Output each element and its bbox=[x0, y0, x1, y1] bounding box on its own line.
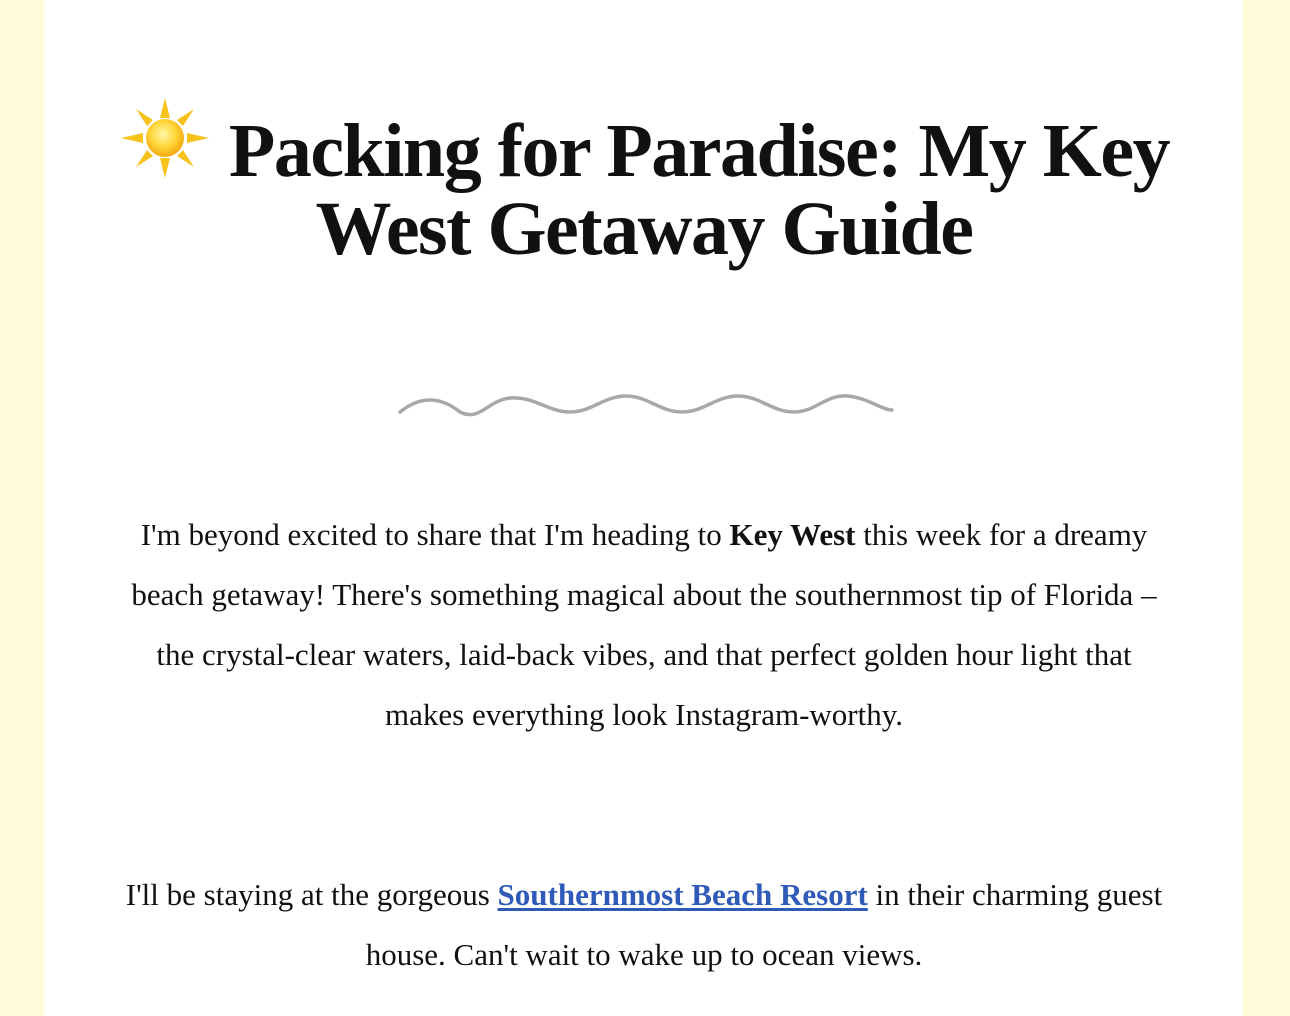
destination-highlight: Key West bbox=[729, 517, 856, 552]
blog-post bbox=[44, 0, 1243, 1016]
stay-text-start: I'll be staying at the gorgeous bbox=[125, 877, 498, 912]
intro-text-start: I'm beyond excited to share that I'm heading to bbox=[140, 517, 730, 552]
accommodation-paragraph bbox=[124, 865, 1164, 985]
post-title-line2: West Getaway Guide bbox=[315, 187, 973, 271]
wave-divider-icon bbox=[398, 388, 894, 420]
post-title-line1: Packing for Paradise: My Key bbox=[228, 109, 1170, 193]
sun-icon bbox=[119, 96, 211, 180]
intro-text-end: this week for a dreamy beach getaway! There's something magical about the southernmost tip of Florida – the crystal-clear waters, laid-back vibes, and that perfect golden hour light that makes everything look Instagram-worthy. bbox=[131, 517, 1157, 732]
intro-paragraph bbox=[124, 505, 1164, 745]
post-title bbox=[104, 96, 1184, 271]
stay-text-end: in their charming guest house. Can't wait to wake up to ocean views. bbox=[365, 877, 1163, 972]
resort-link[interactable]: Southernmost Beach Resort bbox=[497, 877, 868, 912]
